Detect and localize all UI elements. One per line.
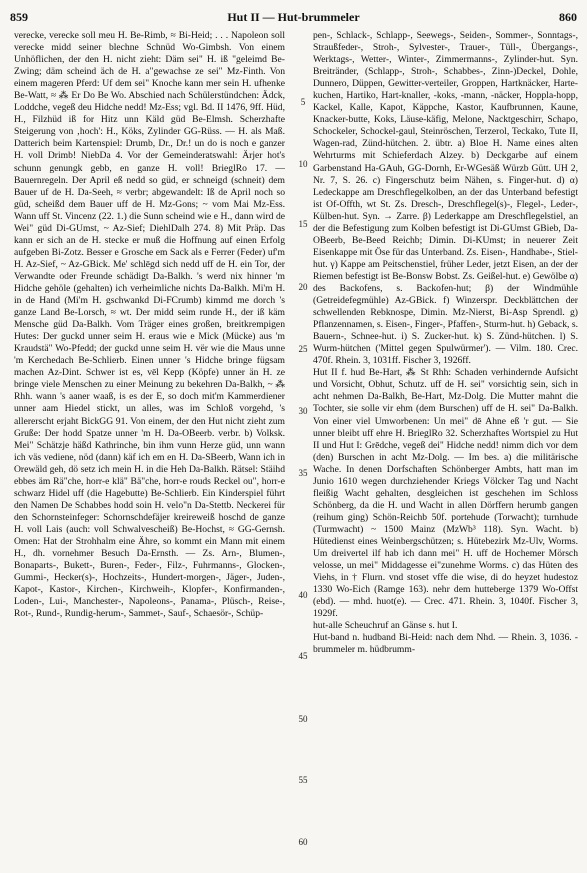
line-number: 20 xyxy=(298,282,308,292)
entry-hut-i-continued: pen-, Schlack-, Schlapp-, Seewegs-, Seiden-, Sommer-, Sonntags-, Straußfeder-, Stroh-, Sylvester-, Trauer-, Tüll-, Übergangs-, Werktags-, Wetter-, Winter-, Zimmermanns-, Zylinder-hut. Syn. Breitränder, (Schlapp-, Stroh-, Schabbes-, Zinn-)Deckel, Dohle, Dunnero, Düppen, Gewitter-verteiler, Groppen, Hartknäcker, Harte-kuchen, Hartiko, Hart-knaller, -koks, -mann, -näcker, Hoppla-hopp, Kackel, Kalle, Kapot, Käppche, Kastor, Kaufbrunnen, Kaune, Knacker-butte, Koks, Läuse-käfig, Melone, Nacktgeschirr, Schapo, Schockeler, Schockel-gaul, Steinröschen, Terzerol, Teckako, Tute II, Wagen-rad, Zünd-hütchen. 2. übtr. a) Bloe H. Name eines alten Wehrturms mit Schieferdach Alzey. b) Deckgarbe auf einem Garbenstand Ha-GAuh, GG-Dornh, Er-WGesäß Würzb Gütt. UH 2, Nr. 7, S. 26. c) Fingerschutz beim Nähen, s. Finger-hut. d) α) Ledeckappe am Dreschflegelkolben, an der das Unterband befestigt ist Of-Offth, wt St. Zs. Dresch-, Dreschflegel(s)-, Flegel-, Leder-, Külben-hut. Syn. → Zarre. β) Lederkappe am Dreschflegelstiel, an der die Befestigung zum Kolben befestigt ist Di-GUmst GBieb, Da-OBeerb, Be-Beed Reichb; Dimin. Di-KUmst; in neuerer Zeit Eisenkappe mit Öse für das Unterband. Zs. Eisen-, Handhabe-, Stiel-hut. γ) Kappe am Peitschenstiel, früher Leder, jetzt Eisen, an der der Riemen befestigt ist Be-Bonsw Bobst. Zs. Geißel-hut. e) Gewölbe α) des Backofens, s. Backofen-hut; β) der Windmühle (Getreidefegmühle) Az-GBick. f) Winzerspr. Deckblättchen der schwellenden Rebknospe, Dimin. Mz-Nierst, Bi-Asp Sprendl. g) Pflanzennamen, s. Eisen-, Finger-, Pfaffen-, Sturm-hut. h) Geback, s. Bauern-, Schnee-hut. i) S. Zucker-hut. k) S. Zünd-hütchen. l) S. Wurm-hütchen ('Mittel gegen Spulwürmer'). — Vilm. 180. Crec. 470f. Rhein. 3, 1031ff. Fischer 3, 1926ff. xyxy=(313,30,578,367)
entry-hut-alle: hut-alle Scheuchruf an Gänse s. hut I. xyxy=(313,620,458,632)
left-column xyxy=(14,30,285,866)
right-column xyxy=(313,30,578,866)
entry-hut-band: Hut-band n. hudband Bi-Heid: nach dem Nhd. — Rhein. 3, 1036. -brummeler m. hüdbrumm- xyxy=(313,632,578,656)
line-number: 35 xyxy=(298,468,308,478)
line-number: 40 xyxy=(298,590,308,600)
line-number: 45 xyxy=(298,651,308,661)
entry-hut-ii: Hut II f. hud Be-Hart, ⁂ St Rhh: Schaden verhindernde Aufsicht und Vorsicht, Obhut, Schutz. uff de H. sei" vorsichtig sein, sich in acht nehmen Da-Balkh, Be-Hart, Mz-Dolg. Die Mutter mahnt die Tochter, sie solle vir ehm (dem Burschen) uff de H. sei" Da-Balkh. Von einer viel Umworbenen: Un mei" dē Ahne eß 'r gut. — Sie unner bleibt uff ehre H. BrieglRo 32. Scherzhaftes Wortspiel zu Hut II und Hut I: Grēdche, vegeß dei" Hidche nedd! nimm dich vor dem (den) Burschen in acht Mz-Dolg. — Im bes. a) die militärische Wache. In denen Dorfschaften Schönberger Ambts, hatt man im Junio 1610 wegen durchziehender Kriegs Völcker Tag und Nacht fleißig Wacht gehalten, desgleichen ist geschehen im Schloss Schönberg, da die H. und Wacht in allen Dörffern herumb gangen (reihum ging) Schön-Reichb 50f. portehude (Torwacht); turnhude (Turmwacht) ~ 1500 Mainz (MzWb³ 118). Syn. Wacht. b) Hütedienst eines Weinbergschützen; s. Hütebezirk Mz-Ulv, Worms. Um dreivertel ilf hab ich dann mei" H. uff de Hochemer Mörsch velosse, un mei" Middagesse ei"zunehme Worms. c) das Hüten des Viehs, in † Flurn. vnd stoset vffe die wise, di do heyzet hudestoz 1330 Wo-Eich (Ramge 163). nehr dem hutteberge 1379 Wo-Offst (ebd). — mhd. huot(e). — Crec. 471. Rhein. 3, 1040f. Fischer 3, 1929f. xyxy=(313,367,578,620)
running-head: Hut II — Hut-brummeler xyxy=(227,10,360,24)
left-column-text: verecke, verecke soll meu H. Be-Rimb, ≈ Bi-Heid; . . . Napoleon soll verecke midd seiner blechne Schnüd Wo-Gimbsh. Von einem Unhöflichen, der den H. nicht zieht: Däm sei" H. iß "geleimd Be-Zwing; däm scheind äch de H. a"gewachse ze sei" Mz-Finth. Von einem mageren Pferd: Uf dem sei" Knoche kann mer sein H. ufhenke Be-Watt, ≈ ⁂ Er Do Be Wo. Abschied nach Schülerstündchen: Ädck, Loddche, vegeß deu Hidche nedd! Mz-Ess; vgl. Bd. II 1476, 9ff. Hüd, H., Filzhüd iß for Hitz unn Käld güd Be-Elmsh. Scherzhafte Steigerung von ‚hoch': H., Köks, Zylinder GG-Rüss. — H. als Maß. Datterich beim Kartenspiel: Drumb, Dr., Dr.! un do is noch e ganzer H. voll Drimb! NiebDa 4. Vor der Gemeinderatswahl: Ärjer hot's schunn genungk gebb, en ganze H. voll! BrieglRo 17. — Bauernregeln. Der April eß nedd so güd, er schneigd (schneit) dem Bauer uf de H. Da-Seeh, ≈ verbr; abgewandelt: Iß de April noch so güd, scheißd dem Bauer uff de H. Mz-Gons; ~ vom Mai Mz-Ess. Wann uff St. Vincenz (22. 1.) die Sunn scheind wie e H., dann wird de Wei" güd Di-GUmst, ~ Az-Sief; DiehlDalh 274. 8) Mit Präp. Das kann er sich an de H. stecke er muß die Hoffnung auf einen Erfolg aufgeben Bi-Zotz. Besser e Grosche em Sack als e Ferrer (Feder) uf'm H. Az-Sief, ~ Az-GBick. Me' schlēgd sich nedd uff de H. ein Tor, der Verwandte oder Freunde schädigt Da-Balkh. 's werd nix hinner 'm Hidche gehöle (gehalten) ich verheimliche nichts Da-Balkh. Mi'm H. in de Hand (Mi'm H. gschwankd Di-FCrumb) kimmd me dorch 's ganze Land Be-Lorsch, ≈ wt. Der midd seim runde H., der iß käm Mensche güd Da-Balkh. Vom Träger eines großen, breitkrempigen Hutes: Der guckd unner seim H. eraus wie e Mick (Mücke) aus 'm Kraudstä" Wo-Pfedd; der guckd unne seim H. vër wie die Maus unne 'm Kerchedach Be-Schlierb. Einen unner 's Hidche bringe fügsam machen Az-Dint. Schwer ist es, vēl Kepp (Köpfe) unner än H. ze bringe viele Menschen zu einer Meinung zu bekehren Da-Balkh, ~ ⁂ Rhh. wann 's aaner waaß, is es der E, so doch mit'm Kammerdiener unner aam Hiedel stickt, un alles, was im Schloß vorgehd, 's allererscht erjaht BickGG 91. Von einem, der den Hut nicht zieht zum Gruße: Der hodd Spatze unner 'm H. Da-OBeerb. verbr. b) Volksk. Mei" Schätzje häßd Kathrinche, bin ihm vunn Herze güd, unn wann ich väs vediene, nöd (dann) käf ich em en H. Da-SBeerb, Wann ich in Orewäld geh, dö setz ich mein H. in die Heh Da-Balkh. Rätsel: Stäihd ebbes äm Rä"che, horr-e klä" Bä"che, horr-e rouds Reckel ou", horr-e schwarz Hidel uff (die Hagebutte) Be-Schlierb. Ein Kinderspiel führt den Namen De Schabbes hodd soin H. velo"n Da-Stettb. Neckerei für den Schornsteinfeger: Schornschdefäjer kreireweiß hoschd de ganze H. voll Lais (auch: voll Schwalvescheiß) Be-Hochst, ≈ GG-Gernsh. Omen: Hat der Strohhalm eine Ähre, so kommt ein Mann mit einem H., dh. vornehmer Besuch Da-Ernsth. — Zs. Arn-, Blumen-, Bonaparts-, Bukett-, Buren-, Feder-, Filz-, Fuhrmanns-, Glocken-, Gummi-, Hecker(s)-, Hochzeits-, Hundert-morgen-, Jäger-, Juden-, Kapot-, Kastor-, Kirchen-, Kirchweih-, Klopfer-, Konfirmanden-, Loden-, Lui-, Manchester-, Napoleons-, Panama-, Plüsch-, Reise-, Rot-, Rund-, Rundig-herum-, Sammet-, Sauf-, Schaesör-, Schüp- xyxy=(14,30,285,620)
line-number: 15 xyxy=(298,219,308,229)
line-number: 55 xyxy=(298,775,308,785)
line-number: 5 xyxy=(300,97,306,107)
page-number-right: 860 xyxy=(559,10,577,24)
line-number: 30 xyxy=(298,406,308,416)
line-number: 10 xyxy=(298,159,308,169)
page-number-left: 859 xyxy=(10,10,28,24)
line-number: 25 xyxy=(298,344,308,354)
line-number: 50 xyxy=(298,714,308,724)
page-header xyxy=(10,10,577,26)
line-number: 60 xyxy=(298,837,308,847)
